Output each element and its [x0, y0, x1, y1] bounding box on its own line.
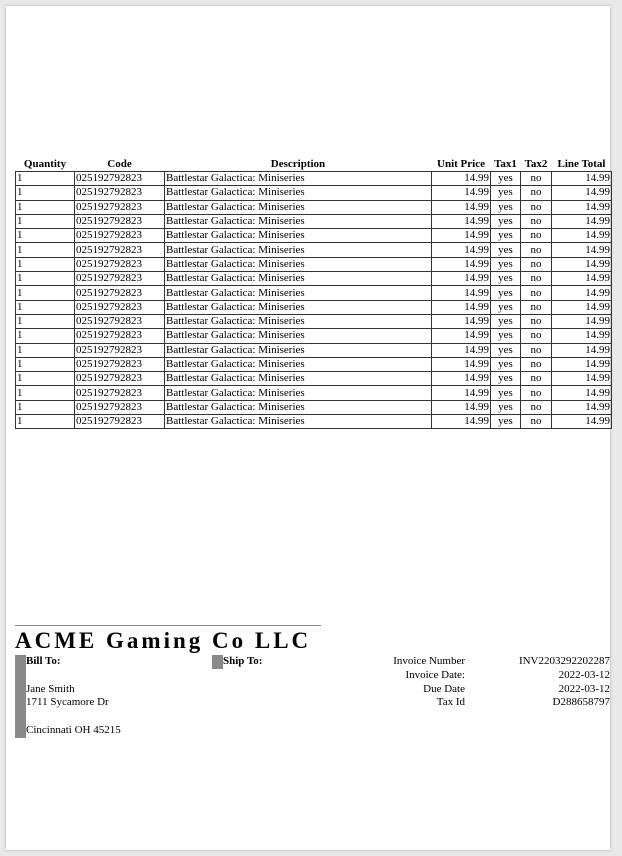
cell-description: Battlestar Galactica: Miniseries [165, 200, 432, 214]
table-header-row [16, 157, 612, 172]
cell-tax1: yes [491, 415, 521, 429]
cell-line-total: 14.99 [552, 272, 612, 286]
invoice-number-value: INV2203292202287 [518, 655, 610, 667]
cell-tax1: yes [491, 343, 521, 357]
cell-line-total: 14.99 [552, 314, 612, 328]
cell-unit-price: 14.99 [432, 386, 491, 400]
table-row [16, 214, 612, 228]
column-header-tax1: Tax1 [494, 158, 517, 170]
cell-description: Battlestar Galactica: Miniseries [165, 272, 432, 286]
cell-code: 025192792823 [75, 300, 165, 314]
invoice-date-label: Invoice Date: [405, 669, 465, 681]
cell-quantity: 1 [16, 329, 75, 343]
cell-code: 025192792823 [75, 329, 165, 343]
cell-code: 025192792823 [75, 214, 165, 228]
column-header-line-total: Line Total [557, 158, 606, 170]
cell-code: 025192792823 [75, 186, 165, 200]
cell-code: 025192792823 [75, 372, 165, 386]
cell-tax1: yes [491, 229, 521, 243]
cell-tax1: yes [491, 214, 521, 228]
cell-tax1: yes [491, 314, 521, 328]
cell-unit-price: 14.99 [432, 243, 491, 257]
company-name: ACME Gaming Co LLC [15, 628, 312, 653]
cell-code: 025192792823 [75, 343, 165, 357]
cell-code: 025192792823 [75, 272, 165, 286]
cell-tax1: yes [491, 372, 521, 386]
cell-tax2: no [521, 257, 552, 271]
cell-unit-price: 14.99 [432, 200, 491, 214]
cell-tax1: yes [491, 300, 521, 314]
cell-description: Battlestar Galactica: Miniseries [165, 372, 432, 386]
cell-code: 025192792823 [75, 200, 165, 214]
cell-tax2: no [521, 372, 552, 386]
cell-tax2: no [521, 286, 552, 300]
table-row [16, 243, 612, 257]
table-row [16, 172, 612, 186]
table-row [16, 229, 612, 243]
cell-tax2: no [521, 272, 552, 286]
column-header-code: Code [107, 158, 132, 170]
column-header-tax2: Tax2 [524, 158, 548, 170]
cell-tax2: no [521, 343, 552, 357]
cell-description: Battlestar Galactica: Miniseries [165, 172, 432, 186]
cell-code: 025192792823 [75, 286, 165, 300]
cell-line-total: 14.99 [552, 243, 612, 257]
cell-description: Battlestar Galactica: Miniseries [165, 400, 432, 414]
cell-code: 025192792823 [75, 243, 165, 257]
cell-tax1: yes [491, 272, 521, 286]
cell-tax1: yes [491, 400, 521, 414]
due-date-value: 2022-03-12 [558, 683, 610, 695]
cell-description: Battlestar Galactica: Miniseries [165, 186, 432, 200]
bill-to-street: 1711 Sycamore Dr [26, 696, 109, 708]
cell-code: 025192792823 [75, 415, 165, 429]
cell-line-total: 14.99 [552, 329, 612, 343]
bill-to-label: Bill To: [26, 655, 61, 667]
table-row [16, 314, 612, 328]
cell-line-total: 14.99 [552, 286, 612, 300]
cell-quantity: 1 [16, 372, 75, 386]
ship-to-label: Ship To: [223, 655, 263, 667]
cell-tax2: no [521, 329, 552, 343]
table-row [16, 400, 612, 414]
cell-line-total: 14.99 [552, 257, 612, 271]
cell-unit-price: 14.99 [432, 214, 491, 228]
cell-description: Battlestar Galactica: Miniseries [165, 214, 432, 228]
cell-quantity: 1 [16, 300, 75, 314]
cell-unit-price: 14.99 [432, 329, 491, 343]
cell-line-total: 14.99 [552, 229, 612, 243]
cell-line-total: 14.99 [552, 400, 612, 414]
cell-unit-price: 14.99 [432, 229, 491, 243]
cell-line-total: 14.99 [552, 372, 612, 386]
cell-tax2: no [521, 243, 552, 257]
cell-line-total: 14.99 [552, 172, 612, 186]
cell-line-total: 14.99 [552, 300, 612, 314]
cell-unit-price: 14.99 [432, 372, 491, 386]
cell-description: Battlestar Galactica: Miniseries [165, 229, 432, 243]
cell-tax2: no [521, 400, 552, 414]
cell-unit-price: 14.99 [432, 400, 491, 414]
column-header-description: Description [270, 158, 326, 170]
cell-line-total: 14.99 [552, 186, 612, 200]
cell-quantity: 1 [16, 343, 75, 357]
table-row [16, 300, 612, 314]
invoice-date-value: 2022-03-12 [558, 669, 610, 681]
cell-description: Battlestar Galactica: Miniseries [165, 243, 432, 257]
table-row [16, 357, 612, 371]
tax-id-label: Tax Id [436, 696, 465, 708]
cell-tax1: yes [491, 200, 521, 214]
cell-code: 025192792823 [75, 172, 165, 186]
cell-tax1: yes [491, 186, 521, 200]
cell-tax2: no [521, 172, 552, 186]
table-row [16, 286, 612, 300]
table-row [16, 200, 612, 214]
cell-quantity: 1 [16, 257, 75, 271]
cell-tax1: yes [491, 286, 521, 300]
cell-unit-price: 14.99 [432, 300, 491, 314]
cell-unit-price: 14.99 [432, 286, 491, 300]
bill-to-city-line: Cincinnati OH 45215 [26, 724, 121, 736]
cell-code: 025192792823 [75, 400, 165, 414]
cell-description: Battlestar Galactica: Miniseries [165, 257, 432, 271]
cell-quantity: 1 [16, 286, 75, 300]
cell-tax2: no [521, 300, 552, 314]
cell-unit-price: 14.99 [432, 314, 491, 328]
table-row [16, 343, 612, 357]
cell-quantity: 1 [16, 400, 75, 414]
table-row [16, 272, 612, 286]
cell-description: Battlestar Galactica: Miniseries [165, 314, 432, 328]
cell-quantity: 1 [16, 386, 75, 400]
cell-line-total: 14.99 [552, 343, 612, 357]
cell-unit-price: 14.99 [432, 415, 491, 429]
cell-tax2: no [521, 200, 552, 214]
cell-quantity: 1 [16, 272, 75, 286]
cell-description: Battlestar Galactica: Miniseries [165, 357, 432, 371]
cell-tax2: no [521, 415, 552, 429]
cell-tax1: yes [491, 172, 521, 186]
cell-line-total: 14.99 [552, 357, 612, 371]
column-header-quantity: Quantity [23, 158, 67, 170]
cell-tax1: yes [491, 243, 521, 257]
cell-line-total: 14.99 [552, 386, 612, 400]
cell-code: 025192792823 [75, 357, 165, 371]
cell-code: 025192792823 [75, 229, 165, 243]
cell-quantity: 1 [16, 172, 75, 186]
cell-description: Battlestar Galactica: Miniseries [165, 415, 432, 429]
cell-quantity: 1 [16, 214, 75, 228]
cell-unit-price: 14.99 [432, 172, 491, 186]
due-date-label: Due Date [423, 683, 465, 695]
company-divider [15, 625, 321, 626]
cell-description: Battlestar Galactica: Miniseries [165, 386, 432, 400]
cell-tax1: yes [491, 386, 521, 400]
cell-code: 025192792823 [75, 314, 165, 328]
table-row [16, 329, 612, 343]
table-row [16, 186, 612, 200]
cell-tax1: yes [491, 257, 521, 271]
cell-tax1: yes [491, 329, 521, 343]
cell-quantity: 1 [16, 415, 75, 429]
line-items-table [15, 157, 612, 429]
cell-quantity: 1 [16, 243, 75, 257]
cell-line-total: 14.99 [552, 214, 612, 228]
invoice-number-label: Invoice Number [393, 655, 465, 667]
cell-code: 025192792823 [75, 386, 165, 400]
cell-quantity: 1 [16, 200, 75, 214]
cell-description: Battlestar Galactica: Miniseries [165, 343, 432, 357]
cell-unit-price: 14.99 [432, 343, 491, 357]
line-items-body [16, 172, 612, 429]
table-row [16, 257, 612, 271]
cell-tax2: no [521, 357, 552, 371]
cell-tax2: no [521, 386, 552, 400]
cell-line-total: 14.99 [552, 200, 612, 214]
cell-description: Battlestar Galactica: Miniseries [165, 286, 432, 300]
bill-to-name: Jane Smith [26, 683, 75, 695]
cell-description: Battlestar Galactica: Miniseries [165, 329, 432, 343]
cell-description: Battlestar Galactica: Miniseries [165, 300, 432, 314]
cell-quantity: 1 [16, 186, 75, 200]
column-header-unit-price: Unit Price [437, 158, 485, 170]
cell-tax2: no [521, 314, 552, 328]
cell-unit-price: 14.99 [432, 186, 491, 200]
cell-unit-price: 14.99 [432, 272, 491, 286]
cell-unit-price: 14.99 [432, 357, 491, 371]
cell-tax2: no [521, 214, 552, 228]
bill-to-accent-bar [15, 655, 26, 738]
cell-line-total: 14.99 [552, 415, 612, 429]
table-row [16, 386, 612, 400]
cell-tax1: yes [491, 357, 521, 371]
ship-to-accent-bar [212, 655, 223, 669]
table-row [16, 415, 612, 429]
cell-quantity: 1 [16, 314, 75, 328]
tax-id-value: D288658797 [552, 696, 610, 708]
invoice-page [6, 6, 610, 850]
table-row [16, 372, 612, 386]
cell-quantity: 1 [16, 357, 75, 371]
cell-tax2: no [521, 229, 552, 243]
cell-tax2: no [521, 186, 552, 200]
cell-quantity: 1 [16, 229, 75, 243]
cell-code: 025192792823 [75, 257, 165, 271]
cell-unit-price: 14.99 [432, 257, 491, 271]
